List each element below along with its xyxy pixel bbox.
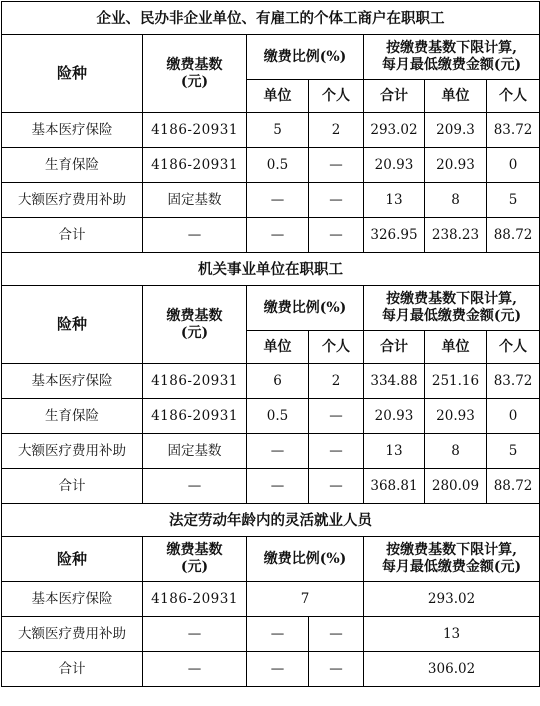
insurance-name-cell: 合计 <box>2 469 143 504</box>
total-amount-cell: 293.02 <box>364 113 425 148</box>
unit-amount-cell: 20.93 <box>425 399 487 434</box>
table-row <box>2 617 540 652</box>
insurance-name-cell: 大额医疗费用补助 <box>2 434 143 469</box>
table-row <box>2 148 540 183</box>
unit-ratio-cell: 6 <box>247 364 309 399</box>
unit-amount-cell: 8 <box>425 183 487 218</box>
ratio-header: 缴费比例(%) <box>247 537 364 582</box>
personal-ratio-header: 个人 <box>309 331 364 364</box>
unit-amount-cell: 209.3 <box>425 113 487 148</box>
insurance-type-header: 险种 <box>2 286 143 364</box>
unit-amount-header: 单位 <box>425 80 487 113</box>
ratio-header: 缴费比例(%) <box>247 35 364 80</box>
ratio-cell: 7 <box>247 582 364 617</box>
unit-ratio-cell: — <box>247 218 309 253</box>
personal-amount-cell: 5 <box>487 434 540 469</box>
ratio-header: 缴费比例(%) <box>247 286 364 331</box>
personal-ratio-cell: — <box>309 399 364 434</box>
base-cell: 4186-20931 <box>143 399 247 434</box>
amount-cell: 306.02 <box>364 652 540 687</box>
unit-amount-cell: 280.09 <box>425 469 487 504</box>
monthly-min-header: 按缴费基数下限计算, 每月最低缴费金额(元) <box>364 286 540 331</box>
personal-amount-cell: 0 <box>487 399 540 434</box>
amount-cell: 13 <box>364 617 540 652</box>
total-amount-header: 合计 <box>364 331 425 364</box>
contribution-table <box>1 1 540 687</box>
section-title: 法定劳动年龄内的灵活就业人员 <box>2 504 540 537</box>
base-header: 缴费基数 (元) <box>143 286 247 364</box>
personal-ratio-cell: — <box>309 652 364 687</box>
total-amount-cell: 20.93 <box>364 148 425 183</box>
table-row <box>2 364 540 399</box>
table-row <box>2 399 540 434</box>
insurance-name-cell: 大额医疗费用补助 <box>2 183 143 218</box>
personal-amount-cell: 88.72 <box>487 218 540 253</box>
insurance-type-header: 险种 <box>2 35 143 113</box>
base-cell: 4186-20931 <box>143 148 247 183</box>
personal-amount-cell: 83.72 <box>487 113 540 148</box>
personal-ratio-cell: — <box>309 183 364 218</box>
unit-ratio-cell: — <box>247 183 309 218</box>
unit-ratio-cell: — <box>247 617 309 652</box>
insurance-name-cell: 合计 <box>2 218 143 253</box>
base-cell: — <box>143 469 247 504</box>
section-title: 机关事业单位在职职工 <box>2 253 540 286</box>
personal-ratio-cell: 2 <box>309 364 364 399</box>
personal-ratio-cell: — <box>309 434 364 469</box>
base-cell: 4186-20931 <box>143 113 247 148</box>
unit-amount-header: 单位 <box>425 331 487 364</box>
monthly-min-header: 按缴费基数下限计算, 每月最低缴费金额(元) <box>364 537 540 582</box>
personal-ratio-cell: — <box>309 469 364 504</box>
table-row-total <box>2 218 540 253</box>
base-cell: 4186-20931 <box>143 364 247 399</box>
unit-amount-cell: 20.93 <box>425 148 487 183</box>
base-cell: — <box>143 652 247 687</box>
unit-ratio-cell: — <box>247 434 309 469</box>
personal-ratio-cell: 2 <box>309 113 364 148</box>
insurance-name-cell: 合计 <box>2 652 143 687</box>
personal-ratio-cell: — <box>309 148 364 183</box>
personal-ratio-cell: — <box>309 218 364 253</box>
insurance-name-cell: 生育保险 <box>2 399 143 434</box>
total-amount-cell: 20.93 <box>364 399 425 434</box>
total-amount-cell: 326.95 <box>364 218 425 253</box>
unit-amount-cell: 251.16 <box>425 364 487 399</box>
personal-amount-cell: 5 <box>487 183 540 218</box>
base-header: 缴费基数 (元) <box>143 35 247 113</box>
unit-ratio-cell: 0.5 <box>247 399 309 434</box>
base-cell: — <box>143 617 247 652</box>
table-row-total <box>2 469 540 504</box>
total-amount-cell: 334.88 <box>364 364 425 399</box>
unit-ratio-cell: — <box>247 469 309 504</box>
unit-ratio-header: 单位 <box>247 331 309 364</box>
personal-ratio-cell: — <box>309 617 364 652</box>
total-amount-header: 合计 <box>364 80 425 113</box>
base-cell: 4186-20931 <box>143 582 247 617</box>
insurance-name-cell: 基本医疗保险 <box>2 582 143 617</box>
personal-ratio-header: 个人 <box>309 80 364 113</box>
unit-ratio-cell: 0.5 <box>247 148 309 183</box>
table-row-total <box>2 652 540 687</box>
total-amount-cell: 368.81 <box>364 469 425 504</box>
personal-amount-header: 个人 <box>487 331 540 364</box>
insurance-name-cell: 生育保险 <box>2 148 143 183</box>
amount-cell: 293.02 <box>364 582 540 617</box>
personal-amount-header: 个人 <box>487 80 540 113</box>
unit-ratio-header: 单位 <box>247 80 309 113</box>
total-amount-cell: 13 <box>364 434 425 469</box>
personal-amount-cell: 83.72 <box>487 364 540 399</box>
section-title: 企业、民办非企业单位、有雇工的个体工商户在职职工 <box>2 2 540 35</box>
base-cell: 固定基数 <box>143 183 247 218</box>
table-row <box>2 582 540 617</box>
monthly-min-header: 按缴费基数下限计算, 每月最低缴费金额(元) <box>364 35 540 80</box>
insurance-name-cell: 基本医疗保险 <box>2 364 143 399</box>
unit-amount-cell: 8 <box>425 434 487 469</box>
insurance-type-header: 险种 <box>2 537 143 582</box>
insurance-name-cell: 大额医疗费用补助 <box>2 617 143 652</box>
table-row <box>2 113 540 148</box>
unit-amount-cell: 238.23 <box>425 218 487 253</box>
unit-ratio-cell: — <box>247 652 309 687</box>
personal-amount-cell: 88.72 <box>487 469 540 504</box>
table-row <box>2 434 540 469</box>
insurance-name-cell: 基本医疗保险 <box>2 113 143 148</box>
base-cell: — <box>143 218 247 253</box>
total-amount-cell: 13 <box>364 183 425 218</box>
personal-amount-cell: 0 <box>487 148 540 183</box>
base-cell: 固定基数 <box>143 434 247 469</box>
table-row <box>2 183 540 218</box>
unit-ratio-cell: 5 <box>247 113 309 148</box>
base-header: 缴费基数 (元) <box>143 537 247 582</box>
